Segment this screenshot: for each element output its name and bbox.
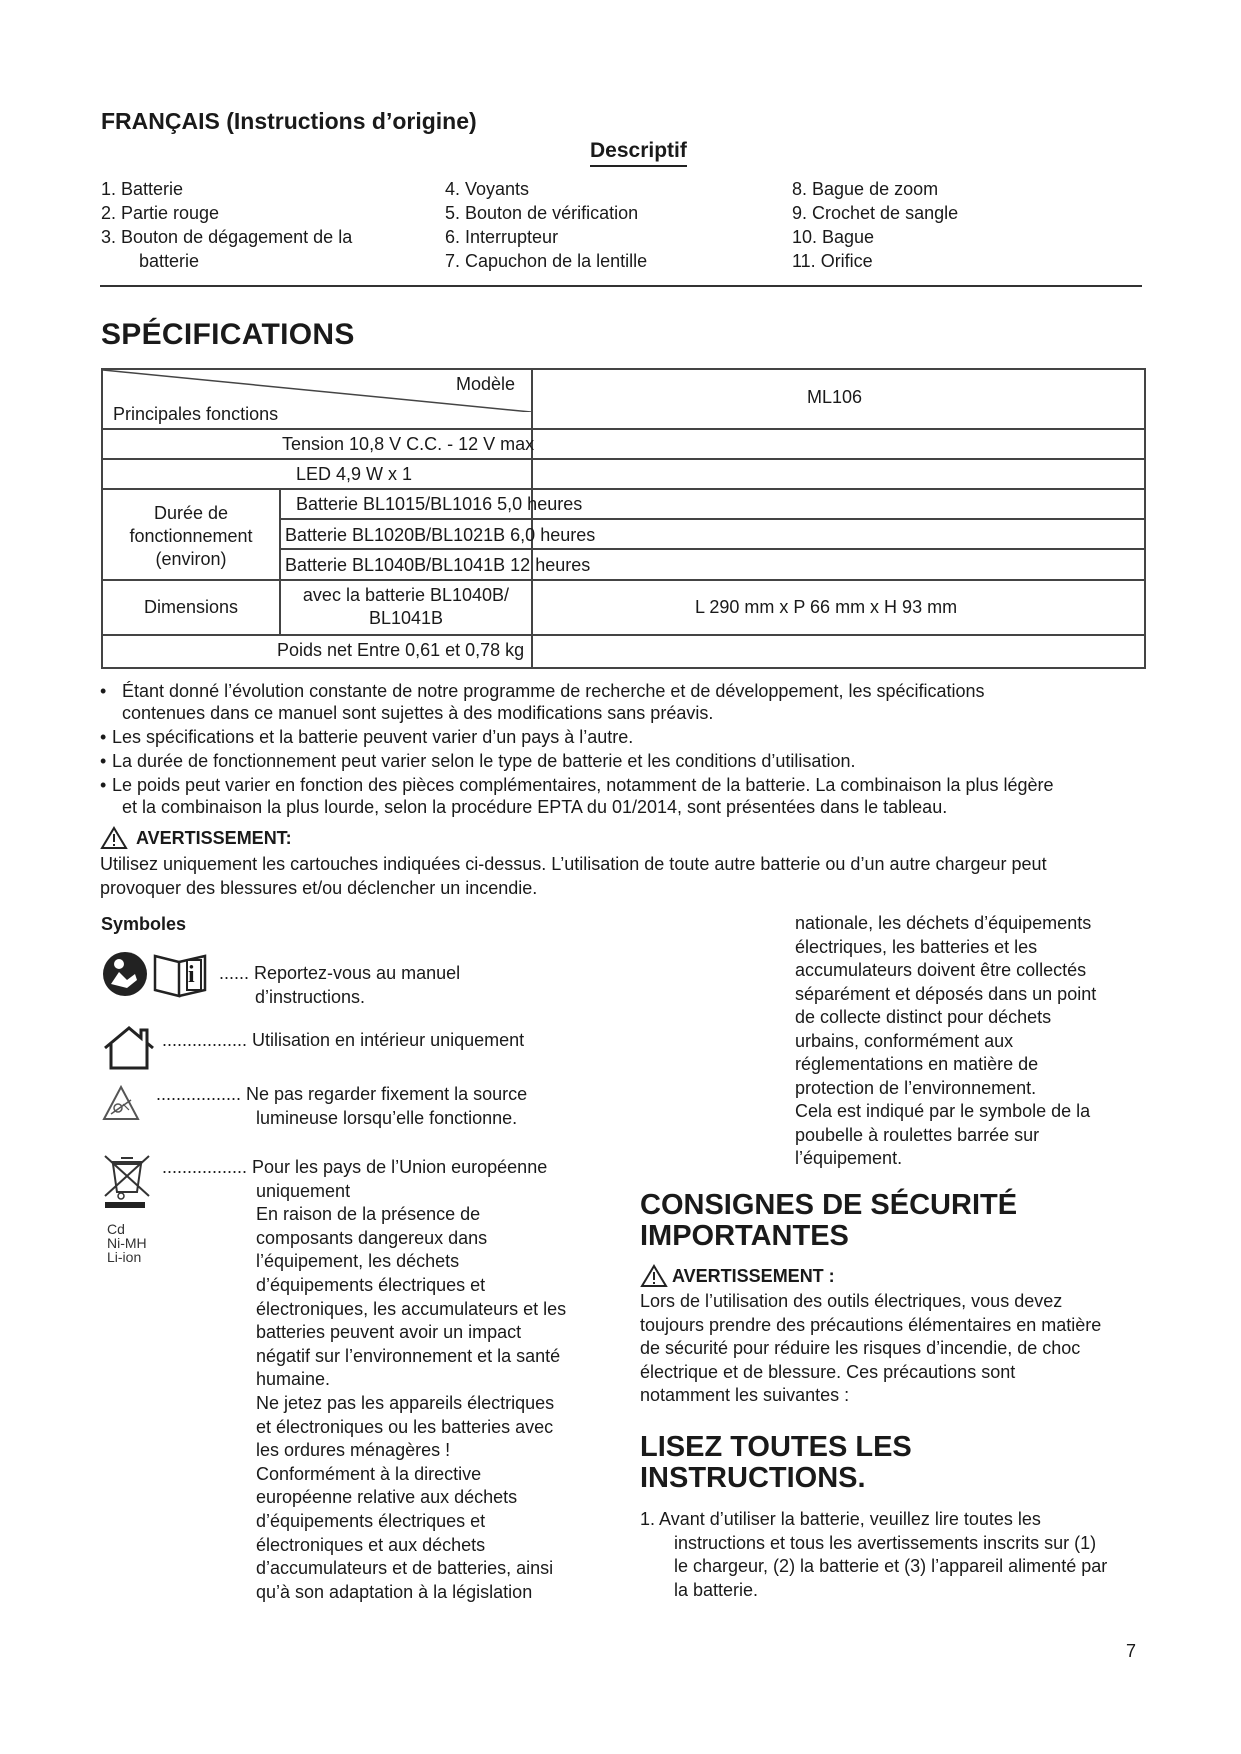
- specifications-title: SPÉCIFICATIONS: [101, 318, 355, 351]
- desc-item: 1. Batterie: [101, 179, 184, 199]
- desc-item: 8. Bague de zoom: [792, 179, 939, 199]
- info-glyph: i: [188, 962, 195, 988]
- poids-row: Poids net Entre 0,61 et 0,78 kg: [277, 640, 525, 660]
- note-item: • Les spécifications et la batterie peuvent varier d’un pays à l’autre.: [100, 727, 634, 747]
- warning-triangle-icon: [640, 1264, 668, 1288]
- duree-label: Durée de fonctionnement (environ): [129, 503, 253, 569]
- model-value: ML106: [807, 387, 863, 407]
- note-item: • La durée de fonctionnement peut varier selon le type de batterie et les conditions d’utilisation.: [100, 751, 856, 771]
- symbol-1-text: ...... Reportez-vous au manuel d’instructions.: [219, 963, 461, 1007]
- warning-text: Utilisez uniquement les cartouches indiquées ci-dessus. L’utilisation de toute autre batterie ou d’un autre chargeur peut: [100, 854, 1047, 874]
- instruction-item-1: 1. Avant d’utiliser la batterie, veuillez lire toutes les instructions et tous les avertissements inscrits sur (1) le chargeur, (2) la batterie et (3) l’appareil alimenté par la batterie.: [640, 1509, 1108, 1600]
- row-line: [103, 579, 1144, 581]
- model-label: Modèle: [456, 374, 516, 394]
- page-number: 7: [1126, 1641, 1137, 1661]
- desc-item: 11. Orifice: [792, 251, 873, 271]
- crossed-bin-icon: [101, 1152, 153, 1208]
- col-line: [531, 370, 533, 667]
- symbol-4-text: ................. Pour les pays de l’Union européenne uniquement En raison de la présence de composants dangereux dans l’équipement, les déchets d’équipements électriques et électroniques, les accumulateurs et les batteries peuvent avoir un impact négatif sur l’environnement et la santé humaine. Ne jetez pas les appareils électriques et électroniques ou les batteries avec les ordures ménagères ! Conformément à la directive européenne relative aux déchets d’équipements électriques et électroniques et aux déchets d’accumulateurs et de batteries, ainsi qu’à son adaptation à la législation: [162, 1157, 567, 1602]
- descriptif-col-3: [792, 177, 958, 273]
- specifications-table: [101, 368, 1146, 669]
- descriptif-col-2: [445, 177, 647, 273]
- desc-item: 10. Bague: [792, 227, 875, 247]
- descriptif-title: Descriptif: [590, 139, 687, 167]
- tension-row: Tension 10,8 V C.C. - 12 V max: [282, 434, 535, 454]
- desc-item: 6. Interrupteur: [445, 227, 559, 247]
- note-item: • Étant donné l’évolution constante de notre programme de recherche et de développement, les spécifications contenues dans ce manuel sont sujettes à des modifications sans préavis.: [100, 681, 985, 723]
- led-row: LED 4,9 W x 1: [296, 464, 413, 484]
- consignes-title: CONSIGNES DE SÉCURITÉ IMPORTANTES: [640, 1189, 1018, 1252]
- warning-text: provoquer des blessures et/ou déclencher un incendie.: [100, 878, 538, 898]
- row-line: [279, 518, 1144, 520]
- note-item: • Le poids peut varier en fonction des pièces complémentaires, notamment de la batterie. La combinaison la plus légère et la combinaison la plus lourde, selon la procédure EPTA du 01/2014, sont présentées dans le tableau.: [100, 775, 1054, 817]
- safety-warning-title: AVERTISSEMENT :: [672, 1265, 835, 1286]
- battery-row-2: Batterie BL1020B/BL1021B 6,0 heures: [285, 525, 596, 545]
- desc-item: 5. Bouton de vérification: [445, 203, 639, 223]
- desc-item: 4. Voyants: [445, 179, 530, 199]
- lisez-title: LISEZ TOUTES LES INSTRUCTIONS.: [640, 1431, 912, 1494]
- desc-item: batterie: [139, 251, 200, 271]
- house-icon: [101, 1024, 157, 1072]
- warning-title: AVERTISSEMENT:: [136, 827, 292, 848]
- battery-row-1: Batterie BL1015/BL1016 5,0 heures: [296, 494, 583, 514]
- symbol-2-text: ................. Utilisation en intérieur uniquement: [162, 1030, 525, 1050]
- row-line: [103, 428, 1144, 430]
- desc-item: 9. Crochet de sangle: [792, 203, 959, 223]
- row-line: [103, 458, 1144, 460]
- functions-label: Principales fonctions: [113, 404, 279, 424]
- desc-item: 2. Partie rouge: [101, 203, 220, 223]
- read-manual-icon: [101, 950, 215, 998]
- battery-chem-labels: Cd Ni-MH Li-ion: [107, 1221, 147, 1265]
- desc-item: 3. Bouton de dégagement de la: [101, 227, 353, 247]
- spec-notes: [100, 680, 1140, 820]
- weee-continuation: nationale, les déchets d’équipements électriques, les batteries et les accumulateurs doivent être collectés séparément et déposés dans un point de collecte distinct pour déchets urbains, conformément aux réglementations en matière de protection de l’environnement. Cela est indiqué par le symbole de la poubelle à roulettes barrée sur l’équipement.: [795, 913, 1097, 1168]
- section-divider: [100, 285, 1142, 287]
- desc-item: 7. Capuchon de la lentille: [445, 251, 648, 271]
- safety-warning: AVERTISSEMENT : Lors de l’utilisation des outils électriques, vous devez toujours prendre des précautions élémentaires en matière de sécurité pour réduire les risques d’incendie, de choc électrique et de blessure. Ces précautions sont notamment les suivantes :: [640, 1265, 1102, 1405]
- row-line: [103, 634, 1144, 636]
- dimensions-value: L 290 mm x P 66 mm x H 93 mm: [695, 597, 958, 617]
- language-title: FRANÇAIS (Instructions d’origine): [101, 108, 477, 134]
- no-stare-warning-icon: [101, 1084, 141, 1122]
- row-line: [103, 488, 1144, 490]
- row-line: [279, 548, 1144, 550]
- dimensions-label: Dimensions: [143, 597, 239, 617]
- warning-block: [100, 826, 1047, 900]
- symbol-3-text: ................. Ne pas regarder fixement la source lumineuse lorsqu’elle fonctionne.: [156, 1084, 528, 1128]
- battery-row-3: Batterie BL1040B/BL1041B 12 heures: [285, 555, 591, 575]
- dimensions-battery: avec la batterie BL1040B/ BL1041B: [302, 585, 510, 628]
- symbols-title: Symboles: [101, 914, 187, 934]
- descriptif-col-1: [101, 177, 352, 273]
- warning-triangle-icon: [100, 826, 128, 850]
